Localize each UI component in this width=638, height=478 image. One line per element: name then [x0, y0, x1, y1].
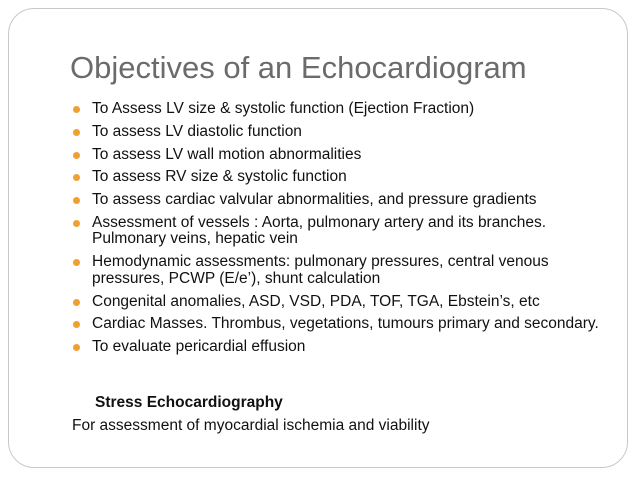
bullet-text: Congenital anomalies, ASD, VSD, PDA, TOF, TGA, Ebstein’s, etc [92, 292, 540, 310]
bullet-text: Assessment of vessels : Aorta, pulmonary artery and its branches. Pulmonary veins, hepatic vein [92, 213, 547, 248]
bullet-item [72, 339, 612, 356]
slide-title: Objectives of an Echocardiogram [70, 50, 527, 85]
subheading: Stress Echocardiography [95, 394, 283, 411]
bullet-item [72, 254, 612, 287]
bullet-item [72, 215, 612, 248]
bullet-item [72, 147, 612, 164]
bullet-text: Cardiac Masses. Thrombus, vegetations, tumours primary and secondary. [92, 315, 599, 333]
bullet-dot-icon [73, 299, 80, 306]
bullet-text: To assess LV diastolic function [92, 122, 302, 140]
footer-text: For assessment of myocardial ischemia and viability [72, 417, 430, 434]
bullet-item [72, 169, 612, 186]
bullet-item [72, 101, 612, 118]
bullet-item [72, 124, 612, 141]
bullet-text: To assess RV size & systolic function [92, 168, 347, 186]
bullet-item [72, 316, 612, 333]
bullet-text: To Assess LV size & systolic function (Ejection Fraction) [92, 100, 475, 117]
bullet-text: Hemodynamic assessments: pulmonary pressures, central venous pressures, PCWP (E/e’), shunt calculation [92, 253, 549, 287]
bullet-dot-icon [73, 344, 80, 351]
bullet-dot-icon [73, 259, 80, 266]
bullet-dot-icon [73, 152, 80, 159]
bullet-text: To evaluate pericardial effusion [92, 338, 306, 356]
bullet-dot-icon [73, 129, 80, 136]
bullet-dot-icon [73, 106, 80, 113]
bullet-dot-icon [73, 220, 80, 227]
bullet-text: To assess cardiac valvular abnormalities, and pressure gradients [92, 191, 537, 209]
bullet-list [72, 101, 612, 362]
bullet-text: To assess LV wall motion abnormalities [92, 145, 362, 163]
bullet-item [72, 294, 612, 311]
bullet-item [72, 192, 612, 209]
bullet-dot-icon [73, 174, 80, 181]
bullet-dot-icon [73, 321, 80, 328]
bullet-dot-icon [73, 197, 80, 204]
